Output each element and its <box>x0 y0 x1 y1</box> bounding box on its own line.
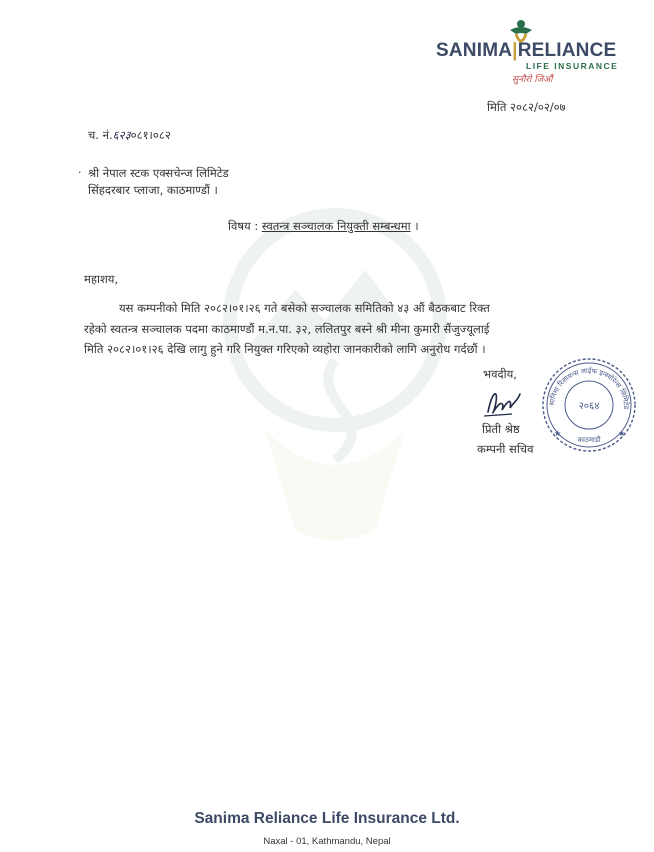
seal-center-text: २०६४ <box>578 401 600 412</box>
company-logo <box>436 18 626 90</box>
salutation: महाशय, <box>84 272 119 286</box>
signer-name: प्रिती श्रेष्ठ <box>482 422 520 436</box>
recipient-line2: सिंहदरबार प्लाजा, काठमाण्डौं । <box>88 183 218 197</box>
body-line: रहेको स्वतन्त्र सञ्चालक पदमा काठमाण्डौं म.न.पा. ३२, ललितपुर बस्ने श्री मीना कुमारी सैंजुज्यूलाई <box>84 321 490 336</box>
logo-brand-part1: SANIMA <box>436 40 513 61</box>
signature-image <box>482 382 524 422</box>
signer-title: कम्पनी सचिव <box>477 442 534 456</box>
subject-label: विषय : <box>228 219 259 233</box>
company-seal <box>540 356 638 454</box>
reference-number <box>88 128 171 143</box>
body-line: यस कम्पनीको मिति २०८२।०१।२६ गते बसेको सञ्चालक समितिको ४३ औं बैठकबाट रिक्त <box>119 301 490 315</box>
logo-brand-name: SANIMA|RELIANCE <box>436 40 617 61</box>
logo-brand-part2: RELIANCE <box>517 40 617 61</box>
seal-outer-text: सानिमा रिलायन्स लाईफ इन्स्योरेन्स लिमिटेड <box>547 366 631 410</box>
subject-end: । <box>414 219 419 233</box>
reference-handwritten: ६२३ <box>112 128 131 142</box>
letter-body <box>84 298 592 360</box>
seal-star-icon: ★ <box>554 429 562 438</box>
body-line: मिति २०८२।०१।२६ देखि लागु हुने गरि नियुक्त गरिएको व्यहोरा जानकारीको लागि अनुरोध गर्दछौं । <box>84 342 486 356</box>
letter-date: मिति २०८२/०२/०७ <box>487 100 566 114</box>
bullet-mark: · <box>78 166 82 179</box>
reference-prefix: च. नं. <box>88 128 113 142</box>
seal-bottom-text: काठमाडौं <box>577 436 601 444</box>
reference-suffix: ०८१।०८२ <box>130 128 171 142</box>
seal-star-icon: ★ <box>618 429 626 438</box>
recipient-line1: श्री नेपाल स्टक एक्सचेन्ज लिमिटेड <box>88 166 229 180</box>
logo-tagline: सुनौरो जिऔं <box>512 75 553 85</box>
logo-subline: LIFE INSURANCE <box>526 61 619 71</box>
footer-address: Naxal - 01, Kathmandu, Nepal <box>263 836 391 847</box>
footer-company-name: Sanima Reliance Life Insurance Ltd. <box>194 810 460 827</box>
watermark-logo <box>185 200 485 560</box>
closing: भवदीय, <box>483 367 517 381</box>
subject-text: स्वतन्त्र सञ्चालक नियुक्ती सम्बन्धमा <box>261 219 411 233</box>
subject-line <box>228 219 419 234</box>
